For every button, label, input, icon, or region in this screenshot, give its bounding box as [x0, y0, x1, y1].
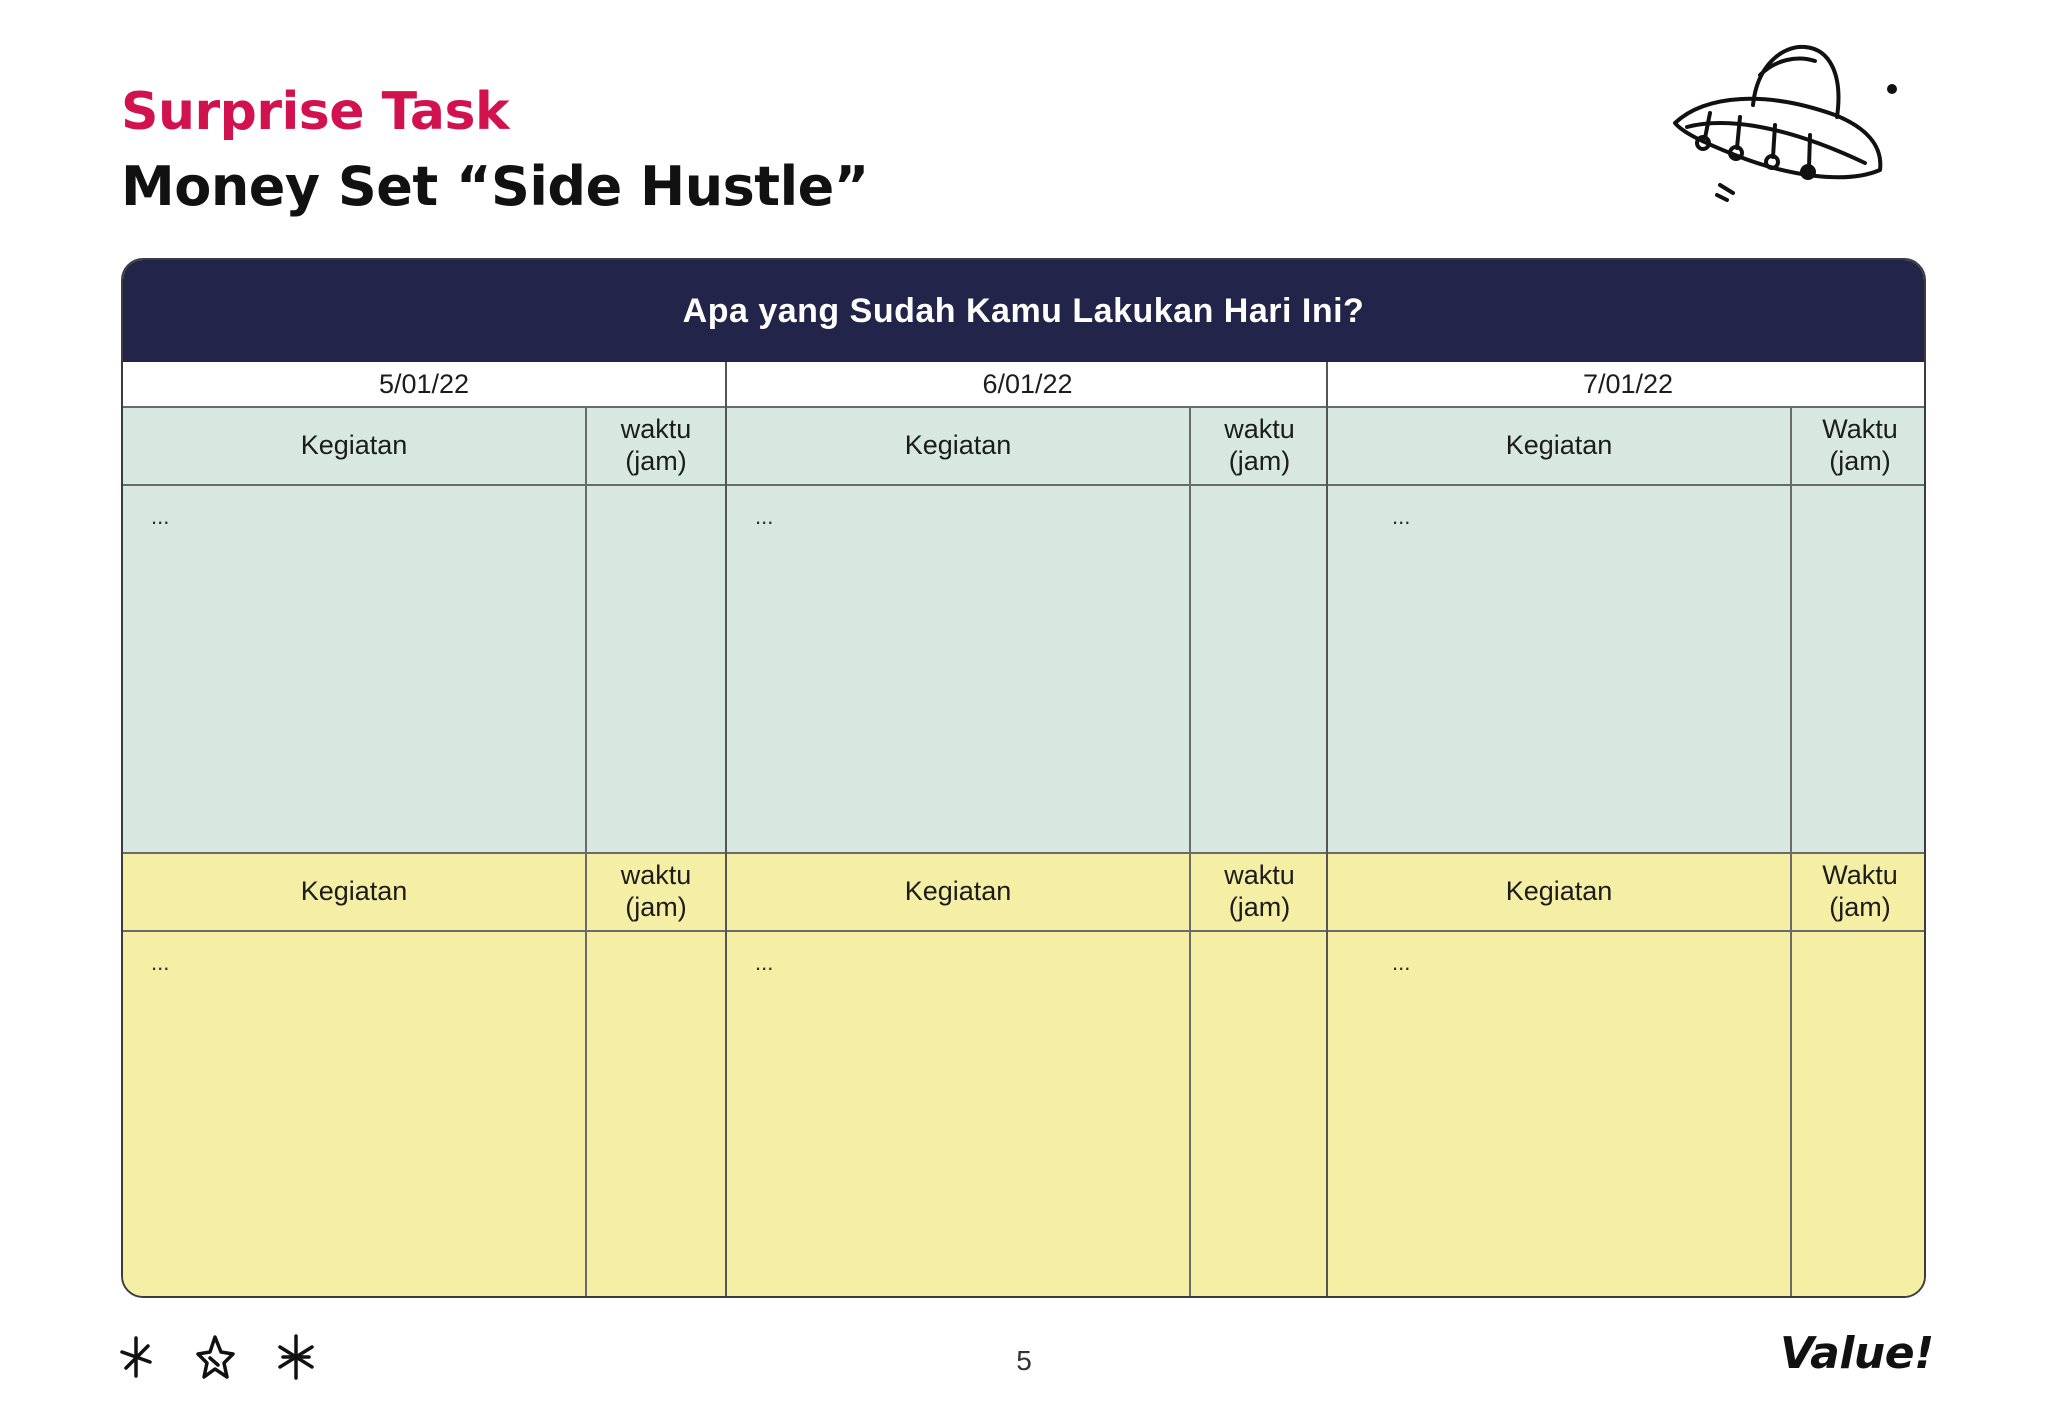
page-number: 5: [1016, 1345, 1032, 1376]
board-heading: Apa yang Sudah Kamu Lakukan Hari Ini?: [123, 260, 1924, 362]
day-date: 5/01/22: [123, 362, 725, 408]
activity-section-yellow: [123, 852, 725, 1298]
activity-entry-cell[interactable]: [123, 486, 585, 852]
section-header: [727, 854, 1328, 932]
section-header: [1328, 408, 1926, 486]
time-header-unit: (jam): [1228, 446, 1291, 476]
time-header-word: waktu: [1224, 860, 1295, 891]
activity-header: Kegiatan: [904, 876, 1012, 907]
activity-header: Kegiatan: [300, 430, 408, 461]
section-body: [1328, 932, 1926, 1298]
section-body: [727, 486, 1328, 852]
section-body: [123, 486, 725, 852]
time-header: [585, 408, 725, 484]
time-header-unit: (jam): [625, 446, 687, 476]
sparkle-icon: [122, 1338, 150, 1376]
time-entry-cell[interactable]: [1189, 932, 1328, 1298]
activity-entry-cell[interactable]: [1328, 932, 1790, 1298]
activity-section-green: [1328, 408, 1926, 852]
activity-entry-cell[interactable]: [123, 932, 585, 1298]
activity-entry-cell[interactable]: [1328, 486, 1790, 852]
time-entry-cell[interactable]: [1189, 486, 1328, 852]
section-header: [1328, 854, 1926, 932]
activity-header: Kegiatan: [1505, 430, 1613, 461]
entry-placeholder: ...: [151, 950, 170, 975]
day-column: [725, 362, 1328, 1298]
page-title: Money Set “Side Hustle”: [121, 155, 869, 218]
activity-section-yellow: [727, 852, 1328, 1298]
day-column: [1326, 362, 1926, 1298]
entry-placeholder: ...: [755, 950, 774, 975]
section-body: [727, 932, 1328, 1298]
activity-entry-cell[interactable]: [727, 932, 1189, 1298]
activity-header: Kegiatan: [1505, 876, 1613, 907]
time-header-unit: (jam): [1228, 892, 1291, 922]
time-header-unit: (jam): [1829, 892, 1891, 922]
activity-section-green: [727, 408, 1328, 852]
entry-placeholder: ...: [1392, 504, 1411, 529]
time-header-unit: (jam): [625, 892, 687, 922]
kicker-title: Surprise Task: [121, 82, 510, 142]
time-entry-cell[interactable]: [1790, 486, 1926, 852]
time-header: [1790, 408, 1926, 484]
section-body: [1328, 486, 1926, 852]
activity-header: Kegiatan: [300, 876, 408, 907]
time-header-word: waktu: [1224, 414, 1295, 445]
time-entry-cell[interactable]: [585, 486, 725, 852]
time-header-word: Waktu: [1822, 414, 1898, 445]
day-date: 6/01/22: [727, 362, 1328, 408]
section-header: [727, 408, 1328, 486]
time-header: [1189, 408, 1328, 484]
sparkle-decoration: [118, 1332, 318, 1382]
time-header: [1790, 854, 1926, 930]
day-column: [123, 362, 725, 1298]
time-entry-cell[interactable]: [1790, 932, 1926, 1298]
ufo-icon: [1665, 35, 1905, 210]
time-entry-cell[interactable]: [585, 932, 725, 1298]
time-header-word: Waktu: [1822, 860, 1898, 891]
entry-placeholder: ...: [755, 504, 774, 529]
asterisk-icon: [280, 1336, 312, 1378]
time-header-word: waktu: [620, 414, 692, 445]
activity-section-yellow: [1328, 852, 1926, 1298]
section-header: [123, 408, 725, 486]
star-outline-icon: [198, 1337, 233, 1377]
activity-board: [121, 258, 1926, 1298]
brand-logo: Value!: [1780, 1328, 1934, 1379]
activity-entry-cell[interactable]: [727, 486, 1189, 852]
activity-section-green: [123, 408, 725, 852]
day-date: 7/01/22: [1328, 362, 1926, 408]
entry-placeholder: ...: [1392, 950, 1411, 975]
time-header-word: waktu: [620, 860, 692, 891]
time-header: [585, 854, 725, 930]
time-header-unit: (jam): [1829, 446, 1891, 476]
section-header: [123, 854, 725, 932]
entry-placeholder: ...: [151, 504, 170, 529]
time-header: [1189, 854, 1328, 930]
activity-header: Kegiatan: [904, 430, 1012, 461]
section-body: [123, 932, 725, 1298]
